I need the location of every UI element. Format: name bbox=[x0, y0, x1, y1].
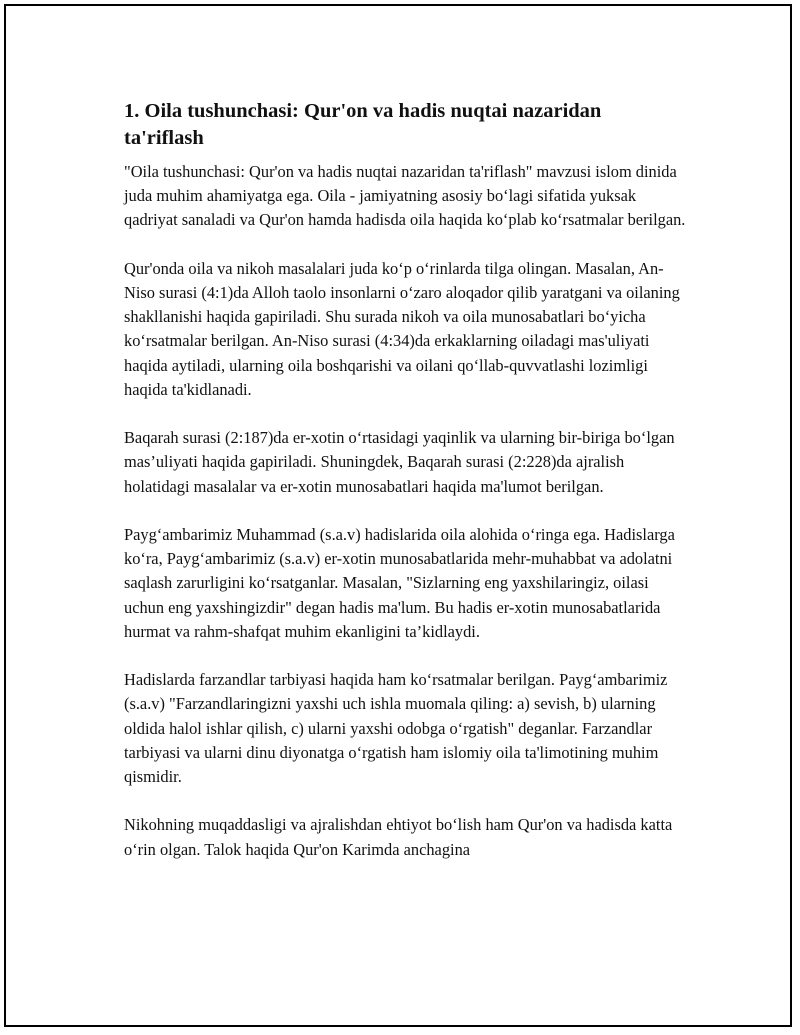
paragraph-quran: Qur'onda oila va nikoh masalalari juda koʻp oʻrinlarda tilga olingan. Masalan, An-Niso surasi (4:1)da Alloh taolo insonlarni oʻzaro aloqador qilib yaratgani va oilaning shakllanishi haqida gapiriladi. Shu surada nikoh va oila munosabatlari boʻyicha koʻrsatmalar berilgan. An-Niso surasi (4:34)da erkaklarning oiladagi mas'uliyati haqida aytiladi, ularning oila boshqarishi va oilani qoʻllab-quvvatlashi lozimligi haqida ta'kidlanadi. bbox=[124, 258, 680, 399]
paragraph-children: Hadislarda farzandlar tarbiyasi haqida ham koʻrsatmalar berilgan. Paygʻambarimiz (s.a.v) "Farzandlaringizni yaxshi uch ishla muomala qiling: a) sevish, b) ularning oldida halol ishlar qilish, c) ularni yaxshi odobga oʻrgatish" deganlar. Farzandlar tarbiyasi va ularni dinu diyonatga oʻrgatish ham islomiy oila ta'limotining muhim qismidir. bbox=[124, 670, 668, 787]
document-title: 1. Oila tushunchasi: Qur'on va hadis nuqtai nazaridan ta'riflash bbox=[124, 100, 602, 149]
paragraph-intro: "Oila tushunchasi: Qur'on va hadis nuqtai nazaridan ta'riflash" mavzusi islom dinida juda muhim ahamiyatga ega. Oila - jamiyatning asosiy boʻlagi sifatida yuksak qadriyat sanaladi va Qur'on hamda hadisda oila haqida koʻplab koʻrsatmalar berilgan. bbox=[124, 162, 686, 230]
paragraph-baqarah: Baqarah surasi (2:187)da er-xotin oʻrtasidagi yaqinlik va ularning bir-biriga boʻlgan mas’uliyati haqida gapiriladi. Shuningdek, Baqarah surasi (2:228)da ajralish holatidagi masalalar va er-xotin munosabatlari haqida ma'lumot berilgan. bbox=[124, 428, 675, 496]
paragraph-marriage: Nikohning muqaddasligi va ajralishdan ehtiyot boʻlish ham Qur'on va hadisda katta oʻrin olgan. Talok haqida Qur'on Karimda anchagina bbox=[124, 815, 673, 859]
page-frame bbox=[4, 4, 792, 1027]
paragraph-hadith: Paygʻambarimiz Muhammad (s.a.v) hadislarida oila alohida oʻringa ega. Hadislarga koʻra, Paygʻambarimiz (s.a.v) er-xotin munosabatlarida mehr-muhabbat va adolatni saqlash zarurligini koʻrsatganlar. Masalan, "Sizlarning eng yaxshilaringiz, oilasi uchun eng yaxshingizdir" degan hadis ma'lum. Bu hadis er-xotin munosabatlarida hurmat va rahm-shafqat muhim ekanligini ta’kidlaydi. bbox=[124, 525, 675, 641]
document-body bbox=[124, 98, 686, 886]
